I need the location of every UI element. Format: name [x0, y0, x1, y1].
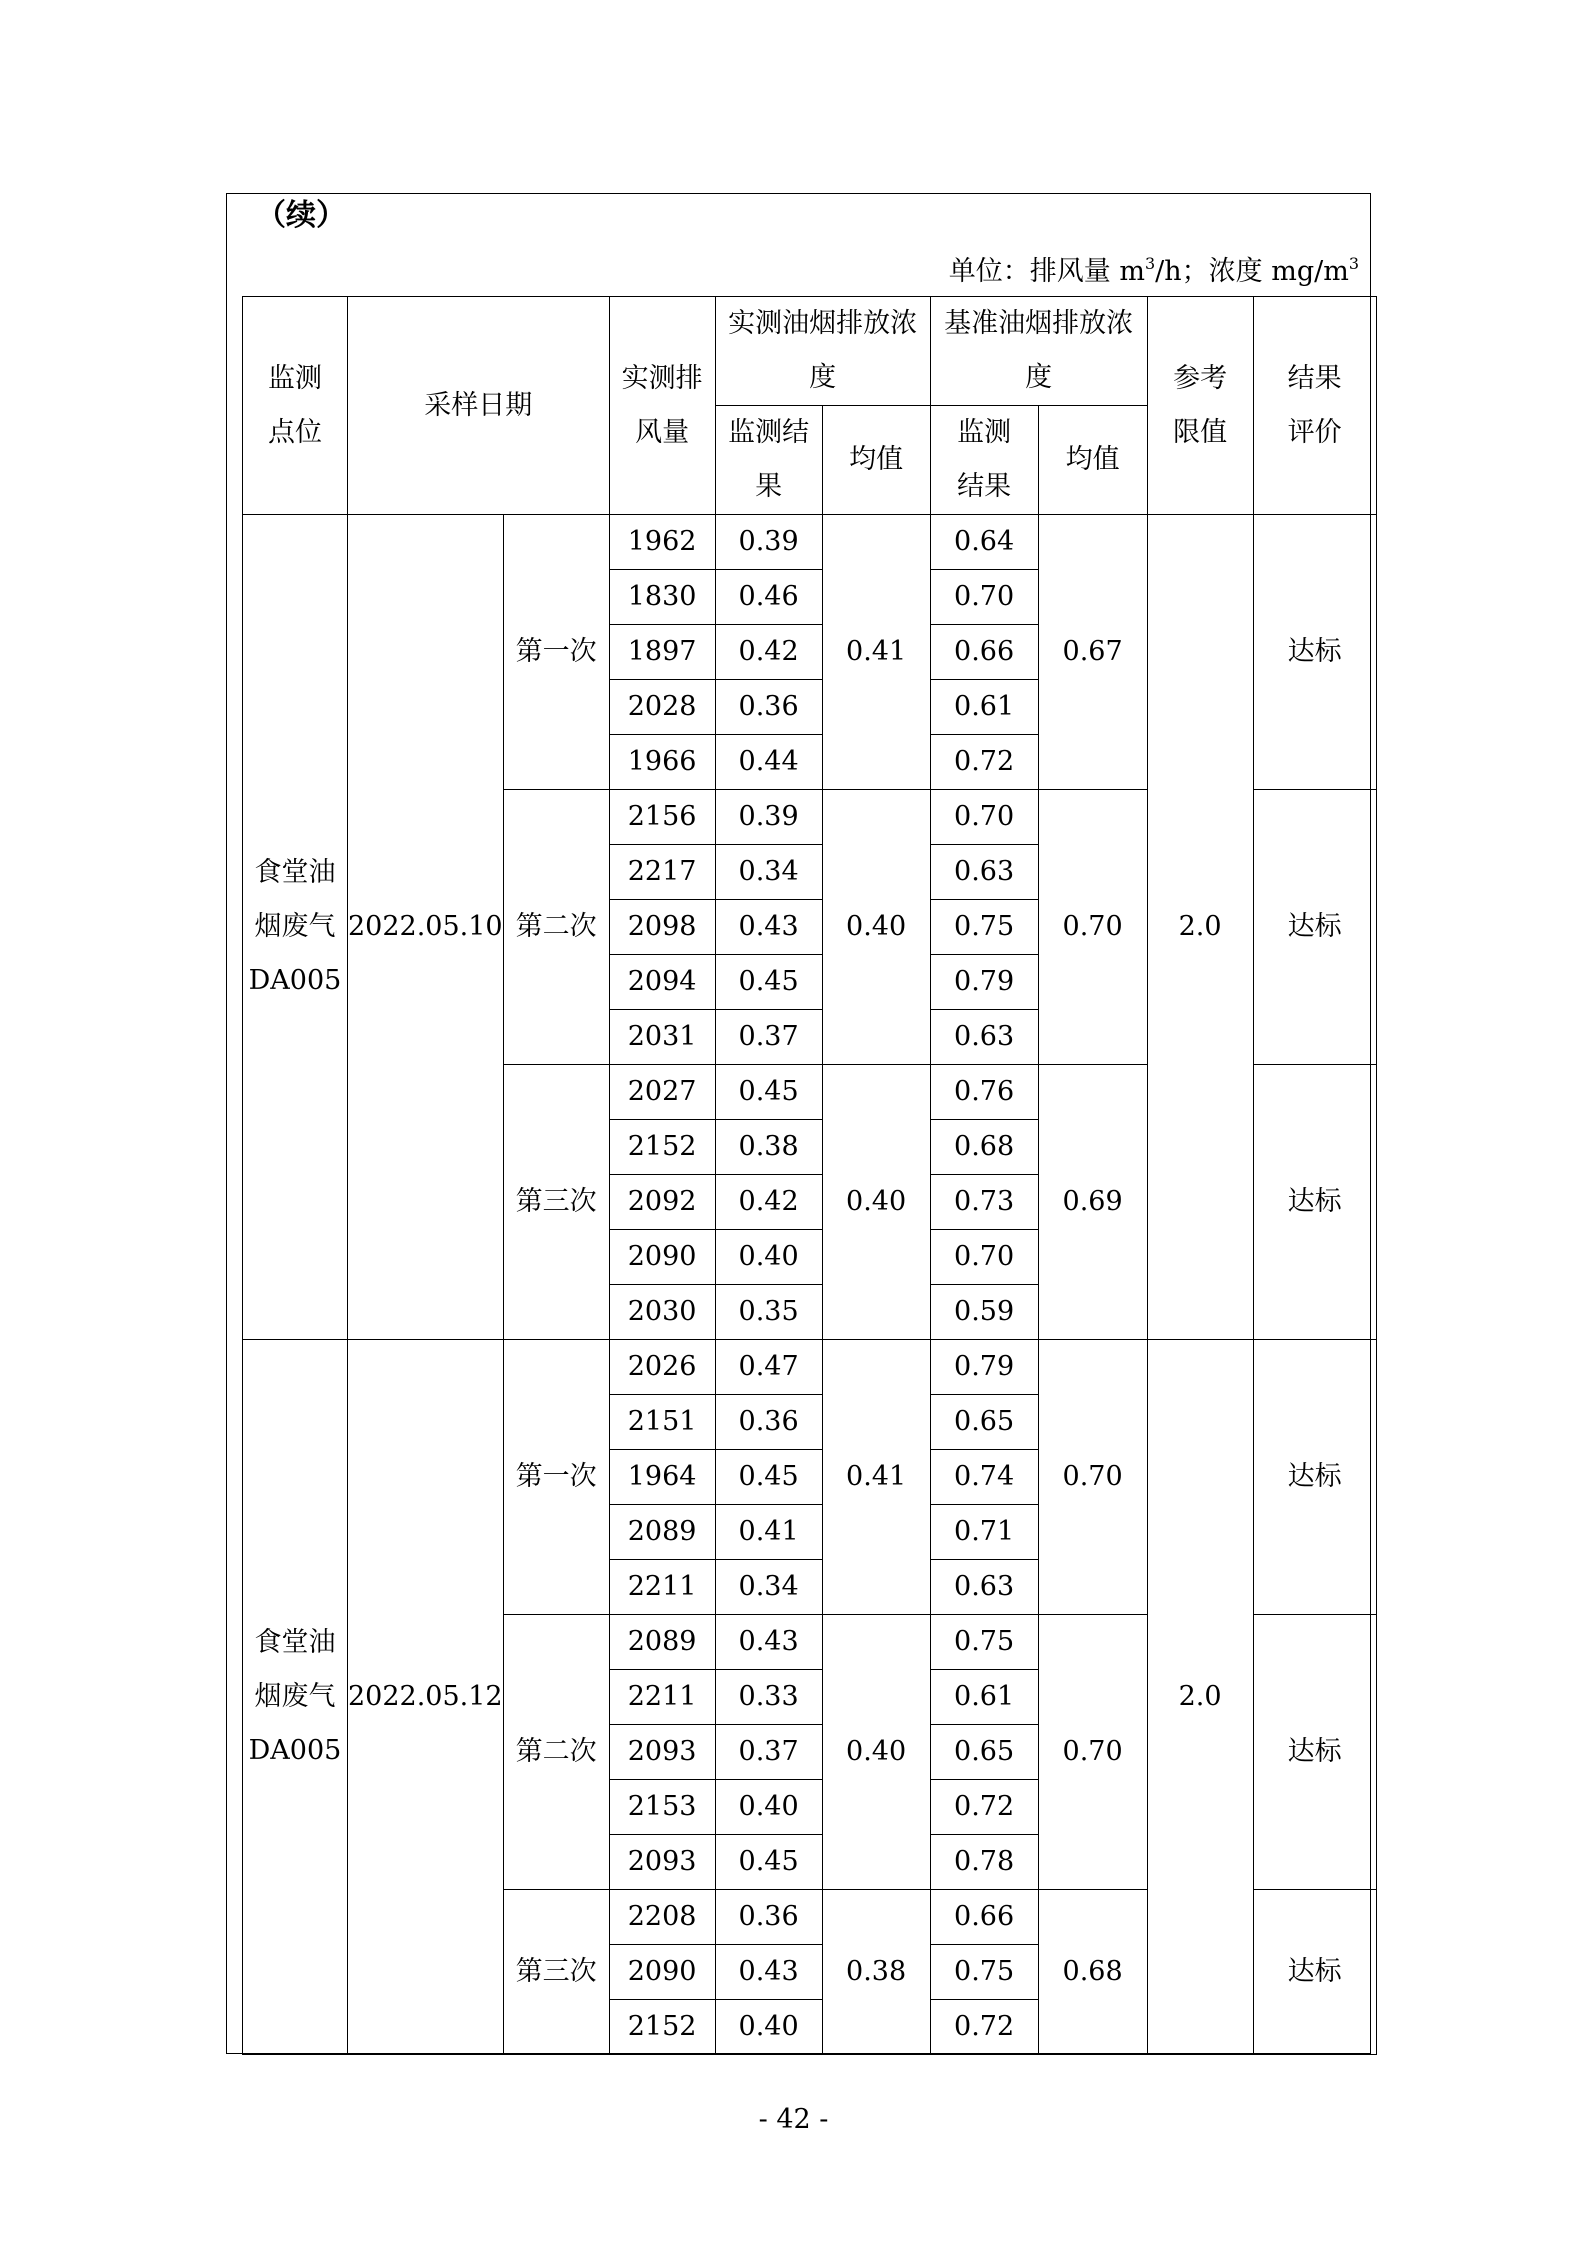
measured-result-cell: 0.34 — [715, 1560, 822, 1615]
flow-cell: 2211 — [609, 1670, 715, 1725]
measured-mean-cell: 0.38 — [822, 1890, 930, 2055]
flow-cell: 2092 — [609, 1175, 715, 1230]
page-number: - 42 - — [758, 2104, 829, 2135]
measured-result-cell: 0.38 — [715, 1120, 822, 1175]
monitoring-table — [242, 296, 1377, 2055]
baseline-result-cell: 0.66 — [930, 625, 1038, 680]
flow-cell: 2027 — [609, 1065, 715, 1120]
baseline-mean-cell: 0.68 — [1038, 1890, 1147, 2055]
baseline-result-cell: 0.79 — [930, 1340, 1038, 1395]
measured-result-cell: 0.33 — [715, 1670, 822, 1725]
measured-result-cell: 0.39 — [715, 515, 822, 570]
baseline-result-cell: 0.70 — [930, 570, 1038, 625]
date-cell: 2022.05.10 — [348, 515, 504, 1340]
limit-cell: 2.0 — [1147, 515, 1253, 1340]
flow-cell: 2090 — [609, 1230, 715, 1285]
baseline-result-cell: 0.72 — [930, 1780, 1038, 1835]
measured-result-cell: 0.40 — [715, 2000, 822, 2055]
baseline-result-cell: 0.65 — [930, 1725, 1038, 1780]
unit-note-superscript: 3 — [1144, 254, 1156, 273]
flow-cell: 2031 — [609, 1010, 715, 1065]
measured-result-cell: 0.42 — [715, 1175, 822, 1230]
evaluation-cell: 达标 — [1253, 790, 1376, 1065]
unit-note-superscript: 3 — [1348, 254, 1359, 273]
baseline-result-cell: 0.70 — [930, 790, 1038, 845]
measured-mean-cell: 0.41 — [822, 1340, 930, 1615]
flow-cell: 2026 — [609, 1340, 715, 1395]
baseline-result-cell: 0.65 — [930, 1395, 1038, 1450]
header-baseline-result: 监测 结果 — [930, 406, 1038, 515]
flow-cell: 1830 — [609, 570, 715, 625]
table-row — [243, 1340, 1377, 1395]
baseline-result-cell: 0.64 — [930, 515, 1038, 570]
flow-cell: 2211 — [609, 1560, 715, 1615]
measured-result-cell: 0.43 — [715, 900, 822, 955]
measured-result-cell: 0.40 — [715, 1780, 822, 1835]
header-measured-group: 实测油烟排放浓 度 — [715, 297, 930, 406]
header-date: 采样日期 — [348, 297, 610, 515]
table-body — [243, 515, 1377, 2055]
flow-cell: 2028 — [609, 680, 715, 735]
unit-note-prefix: 单位：排风量 m — [948, 256, 1145, 287]
table-row — [243, 515, 1377, 570]
measured-mean-cell: 0.40 — [822, 1615, 930, 1890]
run-label-cell: 第三次 — [503, 1890, 609, 2055]
flow-cell: 1962 — [609, 515, 715, 570]
measured-result-cell: 0.34 — [715, 845, 822, 900]
baseline-result-cell: 0.74 — [930, 1450, 1038, 1505]
unit-note-middle: /h；浓度 mg/m — [1155, 256, 1349, 287]
date-cell: 2022.05.12 — [348, 1340, 504, 2055]
baseline-mean-cell: 0.70 — [1038, 1340, 1147, 1615]
measured-result-cell: 0.45 — [715, 1450, 822, 1505]
measured-result-cell: 0.47 — [715, 1340, 822, 1395]
baseline-result-cell: 0.63 — [930, 845, 1038, 900]
baseline-result-cell: 0.63 — [930, 1010, 1038, 1065]
header-flow: 实测排 风量 — [609, 297, 715, 515]
header-baseline-group: 基准油烟排放浓 度 — [930, 297, 1147, 406]
evaluation-cell: 达标 — [1253, 1340, 1376, 1615]
baseline-result-cell: 0.75 — [930, 900, 1038, 955]
baseline-result-cell: 0.61 — [930, 680, 1038, 735]
measured-result-cell: 0.45 — [715, 955, 822, 1010]
baseline-result-cell: 0.75 — [930, 1945, 1038, 2000]
baseline-result-cell: 0.68 — [930, 1120, 1038, 1175]
flow-cell: 2093 — [609, 1725, 715, 1780]
header-limit: 参考 限值 — [1147, 297, 1253, 515]
limit-cell: 2.0 — [1147, 1340, 1253, 2055]
baseline-mean-cell: 0.70 — [1038, 1615, 1147, 1890]
measured-result-cell: 0.36 — [715, 680, 822, 735]
measured-result-cell: 0.35 — [715, 1285, 822, 1340]
baseline-result-cell: 0.72 — [930, 735, 1038, 790]
run-label-cell: 第二次 — [503, 1615, 609, 1890]
baseline-result-cell: 0.79 — [930, 955, 1038, 1010]
header-evaluation: 结果 评价 — [1253, 297, 1376, 515]
header-measured-mean: 均值 — [822, 406, 930, 515]
flow-cell: 2093 — [609, 1835, 715, 1890]
measured-result-cell: 0.43 — [715, 1945, 822, 2000]
continuation-label: （续） — [256, 198, 346, 233]
flow-cell: 2156 — [609, 790, 715, 845]
site-cell: 食堂油 烟废气 DA005 — [243, 515, 348, 1340]
flow-cell: 2151 — [609, 1395, 715, 1450]
flow-cell: 2094 — [609, 955, 715, 1010]
baseline-result-cell: 0.72 — [930, 2000, 1038, 2055]
flow-cell: 2030 — [609, 1285, 715, 1340]
header-baseline-mean: 均值 — [1038, 406, 1147, 515]
baseline-mean-cell: 0.67 — [1038, 515, 1147, 790]
flow-cell: 2153 — [609, 1780, 715, 1835]
site-cell: 食堂油 烟废气 DA005 — [243, 1340, 348, 2055]
baseline-result-cell: 0.73 — [930, 1175, 1038, 1230]
measured-result-cell: 0.36 — [715, 1890, 822, 1945]
unit-note — [949, 254, 1359, 290]
flow-cell: 1964 — [609, 1450, 715, 1505]
flow-cell: 2089 — [609, 1615, 715, 1670]
evaluation-cell: 达标 — [1253, 1065, 1376, 1340]
flow-cell: 2090 — [609, 1945, 715, 2000]
flow-cell: 2152 — [609, 1120, 715, 1175]
measured-result-cell: 0.40 — [715, 1230, 822, 1285]
flow-cell: 2152 — [609, 2000, 715, 2055]
baseline-result-cell: 0.61 — [930, 1670, 1038, 1725]
run-label-cell: 第一次 — [503, 1340, 609, 1615]
measured-result-cell: 0.37 — [715, 1010, 822, 1065]
baseline-mean-cell: 0.70 — [1038, 790, 1147, 1065]
measured-mean-cell: 0.40 — [822, 1065, 930, 1340]
baseline-result-cell: 0.75 — [930, 1615, 1038, 1670]
run-label-cell: 第二次 — [503, 790, 609, 1065]
measured-result-cell: 0.44 — [715, 735, 822, 790]
baseline-result-cell: 0.71 — [930, 1505, 1038, 1560]
measured-mean-cell: 0.40 — [822, 790, 930, 1065]
flow-cell: 1897 — [609, 625, 715, 680]
measured-result-cell: 0.43 — [715, 1615, 822, 1670]
measured-result-cell: 0.45 — [715, 1835, 822, 1890]
evaluation-cell: 达标 — [1253, 1890, 1376, 2055]
baseline-mean-cell: 0.69 — [1038, 1065, 1147, 1340]
measured-result-cell: 0.42 — [715, 625, 822, 680]
baseline-result-cell: 0.66 — [930, 1890, 1038, 1945]
run-label-cell: 第一次 — [503, 515, 609, 790]
measured-result-cell: 0.39 — [715, 790, 822, 845]
flow-cell: 1966 — [609, 735, 715, 790]
header-site: 监测 点位 — [243, 297, 348, 515]
measured-result-cell: 0.45 — [715, 1065, 822, 1120]
baseline-result-cell: 0.76 — [930, 1065, 1038, 1120]
measured-result-cell: 0.41 — [715, 1505, 822, 1560]
flow-cell: 2217 — [609, 845, 715, 900]
measured-result-cell: 0.36 — [715, 1395, 822, 1450]
flow-cell: 2089 — [609, 1505, 715, 1560]
measured-result-cell: 0.37 — [715, 1725, 822, 1780]
baseline-result-cell: 0.70 — [930, 1230, 1038, 1285]
header-measured-result: 监测结 果 — [715, 406, 822, 515]
baseline-result-cell: 0.78 — [930, 1835, 1038, 1890]
flow-cell: 2208 — [609, 1890, 715, 1945]
baseline-result-cell: 0.63 — [930, 1560, 1038, 1615]
flow-cell: 2098 — [609, 900, 715, 955]
measured-result-cell: 0.46 — [715, 570, 822, 625]
evaluation-cell: 达标 — [1253, 1615, 1376, 1890]
evaluation-cell: 达标 — [1253, 515, 1376, 790]
run-label-cell: 第三次 — [503, 1065, 609, 1340]
baseline-result-cell: 0.59 — [930, 1285, 1038, 1340]
measured-mean-cell: 0.41 — [822, 515, 930, 790]
